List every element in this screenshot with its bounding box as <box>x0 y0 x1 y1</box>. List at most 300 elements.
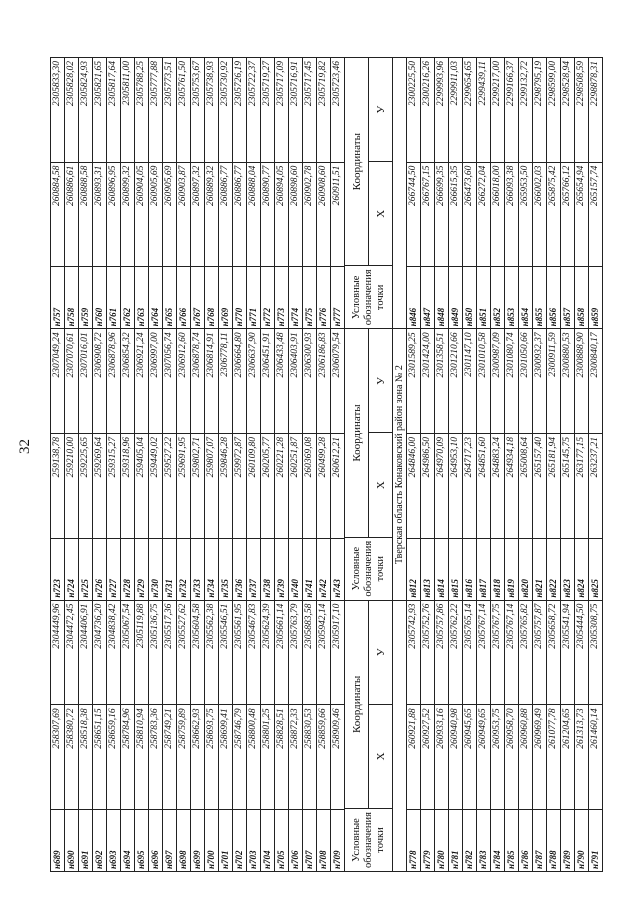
y-value: 2305753,67 <box>192 61 202 107</box>
table-header <box>345 329 393 599</box>
table-row <box>65 329 79 599</box>
table-row <box>407 329 421 599</box>
table-column-block <box>51 600 602 871</box>
point-name: н790 <box>575 809 588 871</box>
table-row <box>477 58 491 328</box>
x-value: 259269,64 <box>93 433 106 538</box>
y-value: 2305067,54 <box>122 603 132 649</box>
section-title: Тверская область Конаковский район зона № 2 <box>393 329 407 599</box>
table-row <box>435 329 449 599</box>
point-name: н783 <box>477 809 490 871</box>
y-value: 2304449,96 <box>52 603 62 649</box>
x-value: 266615,35 <box>449 162 462 267</box>
x-value: 260499,28 <box>317 433 330 538</box>
point-name: н855 <box>533 266 546 328</box>
x-value: 265766,12 <box>561 162 574 267</box>
y-value: 2305723,46 <box>332 61 342 107</box>
table-row <box>317 329 331 599</box>
y-value: 2305308,75 <box>590 603 600 649</box>
x-value: 259210,00 <box>65 433 78 538</box>
table-row <box>135 601 149 871</box>
table-row <box>331 329 345 599</box>
y-value: 2305942,14 <box>318 603 328 649</box>
x-value: 264883,24 <box>491 433 504 538</box>
y-value: 2306451,91 <box>262 332 272 378</box>
point-name: н820 <box>519 538 532 600</box>
x-value: 258699,41 <box>219 704 232 809</box>
x-value: 258801,25 <box>261 704 274 809</box>
table-row <box>135 58 149 328</box>
y-value: 2305765,14 <box>464 603 474 649</box>
y-value: 2305527,62 <box>178 603 188 649</box>
point-name: н778 <box>407 809 420 871</box>
x-value: 260898,60 <box>289 162 302 267</box>
point-name: н849 <box>449 266 462 328</box>
x-value: 258759,89 <box>177 704 190 809</box>
point-name: н785 <box>505 809 518 871</box>
x-value: 260953,75 <box>491 704 504 809</box>
x-value: 265008,64 <box>519 433 532 538</box>
point-name: н819 <box>505 538 518 600</box>
point-name: н704 <box>261 809 274 871</box>
rotated-page <box>50 57 600 872</box>
y-value: 2305752,76 <box>422 603 432 649</box>
y-value: 2306778,11 <box>220 332 230 377</box>
y-value: 2305757,86 <box>436 603 446 649</box>
point-name: н852 <box>491 266 504 328</box>
point-name: н728 <box>121 538 134 600</box>
x-value: 260890,77 <box>261 162 274 267</box>
table-column-block <box>51 58 602 328</box>
table-column-block <box>51 328 602 599</box>
table-row <box>149 601 163 871</box>
y-value: 2301589,25 <box>408 332 418 378</box>
table-row <box>93 329 107 599</box>
table-row <box>463 329 477 599</box>
x-value: 260902,78 <box>303 162 316 267</box>
x-value: 260969,49 <box>533 704 546 809</box>
table-row <box>289 58 303 328</box>
x-value: 260896,95 <box>107 162 120 267</box>
x-value: 260893,31 <box>93 162 106 267</box>
point-name: н776 <box>317 266 330 328</box>
y-value: 2306433,48 <box>276 332 286 378</box>
header-x: X <box>369 433 392 537</box>
point-name: н729 <box>135 538 148 600</box>
point-name: н768 <box>205 266 218 328</box>
y-value: 2301080,74 <box>506 332 516 378</box>
table-row <box>233 58 247 328</box>
x-value: 259315,27 <box>107 433 120 538</box>
y-value: 2298528,94 <box>562 61 572 107</box>
x-value: 258659,16 <box>107 704 120 809</box>
point-name: н766 <box>177 266 190 328</box>
page-number: 32 <box>17 439 33 454</box>
table-header <box>345 601 393 871</box>
y-value: 2300225,50 <box>408 61 418 107</box>
y-value: 2299439,11 <box>478 61 488 106</box>
y-value: 2301147,10 <box>464 332 474 377</box>
point-name: н731 <box>163 538 176 600</box>
table-row <box>303 58 317 328</box>
y-value: 2306637,90 <box>248 332 258 378</box>
x-value: 258810,94 <box>135 704 148 809</box>
table-row <box>177 601 191 871</box>
table-row <box>247 329 261 599</box>
point-name: н760 <box>93 266 106 328</box>
x-value: 259225,65 <box>79 433 92 538</box>
table-row <box>191 601 205 871</box>
x-value: 260369,08 <box>303 433 316 538</box>
point-name: н703 <box>247 809 260 871</box>
y-value: 2299654,65 <box>464 61 474 107</box>
point-name: н742 <box>317 538 330 600</box>
point-name: н693 <box>107 809 120 871</box>
x-value: 264953,10 <box>449 433 462 538</box>
table-row <box>421 329 435 599</box>
table-row <box>79 601 93 871</box>
y-value: 2299911,03 <box>450 61 460 106</box>
table-row <box>261 58 275 328</box>
y-value: 2301010,58 <box>478 332 488 378</box>
x-value: 260899,32 <box>121 162 134 267</box>
point-name: н709 <box>331 809 344 871</box>
x-value: 258746,79 <box>233 704 246 809</box>
point-name: н816 <box>463 538 476 600</box>
y-value: 2305761,50 <box>178 61 188 107</box>
x-value: 260205,77 <box>261 433 274 538</box>
y-value: 2305762,22 <box>450 603 460 649</box>
point-name: н814 <box>435 538 448 600</box>
y-value: 2306878,74 <box>192 332 202 378</box>
x-value: 258693,75 <box>205 704 218 809</box>
x-value: 261460,14 <box>589 704 602 809</box>
point-name: н767 <box>191 266 204 328</box>
table-row <box>149 58 163 328</box>
x-value: 258749,21 <box>163 704 176 809</box>
y-value: 2305730,92 <box>220 61 230 107</box>
y-value: 2306921,24 <box>136 332 146 378</box>
x-value: 266093,38 <box>505 162 518 267</box>
y-value: 2305716,91 <box>290 61 300 107</box>
point-name: н847 <box>421 266 434 328</box>
x-value: 263237,21 <box>589 433 602 538</box>
point-name: н822 <box>547 538 560 600</box>
y-value: 2301210,66 <box>450 332 460 378</box>
point-name: н771 <box>247 266 260 328</box>
x-value: 258651,15 <box>93 704 106 809</box>
point-name: н708 <box>317 809 330 871</box>
header-points: Условные обозначения точки <box>345 808 392 871</box>
header-coordinates-group <box>345 601 392 808</box>
table-row <box>65 58 79 328</box>
y-value: 2305811,00 <box>122 61 132 106</box>
table-row <box>261 601 275 871</box>
x-value: 260884,58 <box>51 162 64 267</box>
point-name: н823 <box>561 538 574 600</box>
y-value: 2305757,87 <box>534 603 544 649</box>
point-name: н696 <box>149 809 162 871</box>
header-coordinates: Координаты <box>345 601 369 808</box>
table-row <box>547 329 561 599</box>
point-name: н853 <box>505 266 518 328</box>
table-row <box>51 58 65 328</box>
y-value: 2305719,82 <box>318 61 328 107</box>
y-value: 2304838,42 <box>108 603 118 649</box>
table-row <box>561 58 575 328</box>
header-points: Условные обозначения точки <box>345 537 392 600</box>
y-value: 2305833,30 <box>52 61 62 107</box>
x-value: 264934,18 <box>505 433 518 538</box>
x-value: 263177,15 <box>575 433 588 538</box>
table-row <box>491 329 505 599</box>
y-value: 2299217,00 <box>492 61 502 107</box>
table-row <box>289 601 303 871</box>
table-row <box>107 329 121 599</box>
table-row <box>317 601 331 871</box>
table-row <box>289 329 303 599</box>
x-value: 261077,78 <box>547 704 560 809</box>
y-value: 2305561,95 <box>234 603 244 649</box>
y-value: 2305767,75 <box>492 603 502 649</box>
table-row <box>149 329 163 599</box>
table-row <box>79 329 93 599</box>
y-value: 2298599,00 <box>548 61 558 107</box>
point-name: н782 <box>463 809 476 871</box>
header-coordinates-group <box>345 329 392 536</box>
table-row <box>163 58 177 328</box>
table-row <box>191 58 205 328</box>
table-row <box>303 329 317 599</box>
x-value: 266272,04 <box>477 162 490 267</box>
y-value: 2306997,00 <box>150 332 160 378</box>
y-value: 2305773,51 <box>164 61 174 107</box>
header-y: У <box>374 105 387 114</box>
header-coordinates-group <box>345 58 392 265</box>
y-value: 2306300,93 <box>304 332 314 378</box>
y-value: 2305517,36 <box>164 603 174 649</box>
y-value: 2305821,65 <box>94 61 104 107</box>
x-value: 266473,60 <box>463 162 476 267</box>
x-value: 265157,74 <box>589 162 602 267</box>
y-value: 2305817,64 <box>108 61 118 107</box>
x-value: 266744,50 <box>407 162 420 267</box>
point-name: н706 <box>289 809 302 871</box>
point-name: н734 <box>205 538 218 600</box>
y-value: 2305767,14 <box>478 603 488 649</box>
y-value: 2306079,54 <box>332 332 342 378</box>
point-name: н770 <box>233 266 246 328</box>
x-value: 265157,40 <box>533 433 546 538</box>
y-value: 2305767,14 <box>506 603 516 649</box>
y-value: 2300932,37 <box>534 332 544 378</box>
x-value: 258872,33 <box>289 704 302 809</box>
table-row <box>219 329 233 599</box>
y-value: 2305917,10 <box>332 603 342 649</box>
y-value: 2305726,19 <box>234 61 244 107</box>
point-name: н690 <box>65 809 78 871</box>
table-row <box>533 58 547 328</box>
point-name: н743 <box>331 538 344 600</box>
table-row <box>205 601 219 871</box>
point-name: н695 <box>135 809 148 871</box>
x-value: 261204,65 <box>561 704 574 809</box>
point-name: н824 <box>575 538 588 600</box>
point-name: н817 <box>477 538 490 600</box>
y-value: 2306854,32 <box>122 332 132 378</box>
x-value: 265654,94 <box>575 162 588 267</box>
table-row <box>435 601 449 871</box>
point-name: н859 <box>589 266 602 328</box>
x-value: 266767,15 <box>421 162 434 267</box>
table-row <box>51 601 65 871</box>
point-name: н736 <box>233 538 246 600</box>
point-name: н818 <box>491 538 504 600</box>
point-name: н707 <box>303 809 316 871</box>
point-name: н737 <box>247 538 260 600</box>
point-name: н846 <box>407 266 420 328</box>
point-name: н724 <box>65 538 78 600</box>
table-row <box>533 329 547 599</box>
x-value: 260888,58 <box>79 162 92 267</box>
y-value: 2298508,59 <box>576 61 586 107</box>
table-row <box>575 58 589 328</box>
table-row <box>505 601 519 871</box>
point-name: н812 <box>407 538 420 600</box>
point-name: н791 <box>589 809 602 871</box>
point-name: н764 <box>149 266 162 328</box>
point-name: н725 <box>79 538 92 600</box>
y-value: 2305546,51 <box>220 603 230 649</box>
point-name: н784 <box>491 809 504 871</box>
y-value: 2305136,75 <box>150 603 160 649</box>
point-name: н699 <box>191 809 204 871</box>
table-row <box>331 58 345 328</box>
x-value: 258662,93 <box>191 704 204 809</box>
table-row <box>65 601 79 871</box>
x-value: 258909,46 <box>331 704 344 809</box>
y-value: 2305742,93 <box>408 603 418 649</box>
y-value: 2306403,91 <box>290 332 300 378</box>
x-value: 260911,51 <box>331 162 344 267</box>
point-name: н781 <box>449 809 462 871</box>
point-name: н779 <box>421 809 434 871</box>
y-value: 2299132,72 <box>520 61 530 107</box>
x-value: 260221,28 <box>275 433 288 538</box>
x-value: 260905,69 <box>149 162 162 267</box>
y-value: 2305661,14 <box>276 603 286 649</box>
table-row <box>589 329 602 599</box>
point-name: н858 <box>575 266 588 328</box>
y-value: 2305624,39 <box>262 603 272 649</box>
y-value: 2300987,09 <box>492 332 502 378</box>
point-name: н738 <box>261 538 274 600</box>
table-row <box>233 601 247 871</box>
x-value: 260251,87 <box>289 433 302 538</box>
point-name: н775 <box>303 266 316 328</box>
y-value: 2305119,88 <box>136 603 146 649</box>
x-value: 260886,77 <box>219 162 232 267</box>
point-name: н762 <box>121 266 134 328</box>
table-row <box>275 601 289 871</box>
point-name: н787 <box>533 809 546 871</box>
header-xy <box>369 329 392 536</box>
table-row <box>247 601 261 871</box>
point-name: н761 <box>107 266 120 328</box>
header-x: X <box>369 161 392 265</box>
x-value: 258784,96 <box>121 704 134 809</box>
point-name: н726 <box>93 538 106 600</box>
table-row <box>135 329 149 599</box>
table-row <box>589 601 602 871</box>
x-value: 260945,65 <box>463 704 476 809</box>
point-name: н777 <box>331 266 344 328</box>
y-value: 2305719,27 <box>262 61 272 107</box>
y-value: 2301424,00 <box>422 332 432 378</box>
point-name: н705 <box>275 809 288 871</box>
table-row <box>547 58 561 328</box>
header-coordinates: Координаты <box>345 58 369 265</box>
table-row <box>575 601 589 871</box>
x-value: 260888,04 <box>247 162 260 267</box>
point-name: н700 <box>205 809 218 871</box>
point-name: н740 <box>289 538 302 600</box>
y-value: 2305828,02 <box>66 61 76 107</box>
table-row <box>303 601 317 871</box>
x-value: 266699,35 <box>435 162 448 267</box>
table-row <box>317 58 331 328</box>
point-name: н788 <box>547 809 560 871</box>
x-value: 259691,95 <box>177 433 190 538</box>
point-name: н821 <box>533 538 546 600</box>
point-name: н697 <box>163 809 176 871</box>
point-name: н692 <box>93 809 106 871</box>
table-row <box>121 58 135 328</box>
point-name: н851 <box>477 266 490 328</box>
point-name: н850 <box>463 266 476 328</box>
table-row <box>407 601 421 871</box>
point-name: н769 <box>219 266 232 328</box>
header-xy <box>369 58 392 265</box>
point-name: н727 <box>107 538 120 600</box>
point-name: н698 <box>177 809 190 871</box>
table-row <box>421 58 435 328</box>
x-value: 260886,77 <box>233 162 246 267</box>
y-value: 2300880,53 <box>562 332 572 378</box>
table-row <box>519 329 533 599</box>
point-name: н815 <box>449 538 462 600</box>
header-x: X <box>369 704 392 808</box>
y-value: 2305541,94 <box>562 603 572 649</box>
table-row <box>505 329 519 599</box>
point-name: н825 <box>589 538 602 600</box>
table-header <box>345 58 393 328</box>
x-value: 266002,03 <box>533 162 546 267</box>
table-row <box>191 329 205 599</box>
point-name: н789 <box>561 809 574 871</box>
table-row <box>589 58 602 328</box>
x-value: 260903,87 <box>177 162 190 267</box>
point-name: н772 <box>261 266 274 328</box>
table-row <box>233 329 247 599</box>
x-value: 261313,73 <box>575 704 588 809</box>
table-row <box>275 329 289 599</box>
y-value: 2298878,31 <box>590 61 600 107</box>
table-row <box>107 601 121 871</box>
header-coordinates: Координаты <box>345 329 369 536</box>
table-row <box>247 58 261 328</box>
point-name: н723 <box>51 538 64 600</box>
